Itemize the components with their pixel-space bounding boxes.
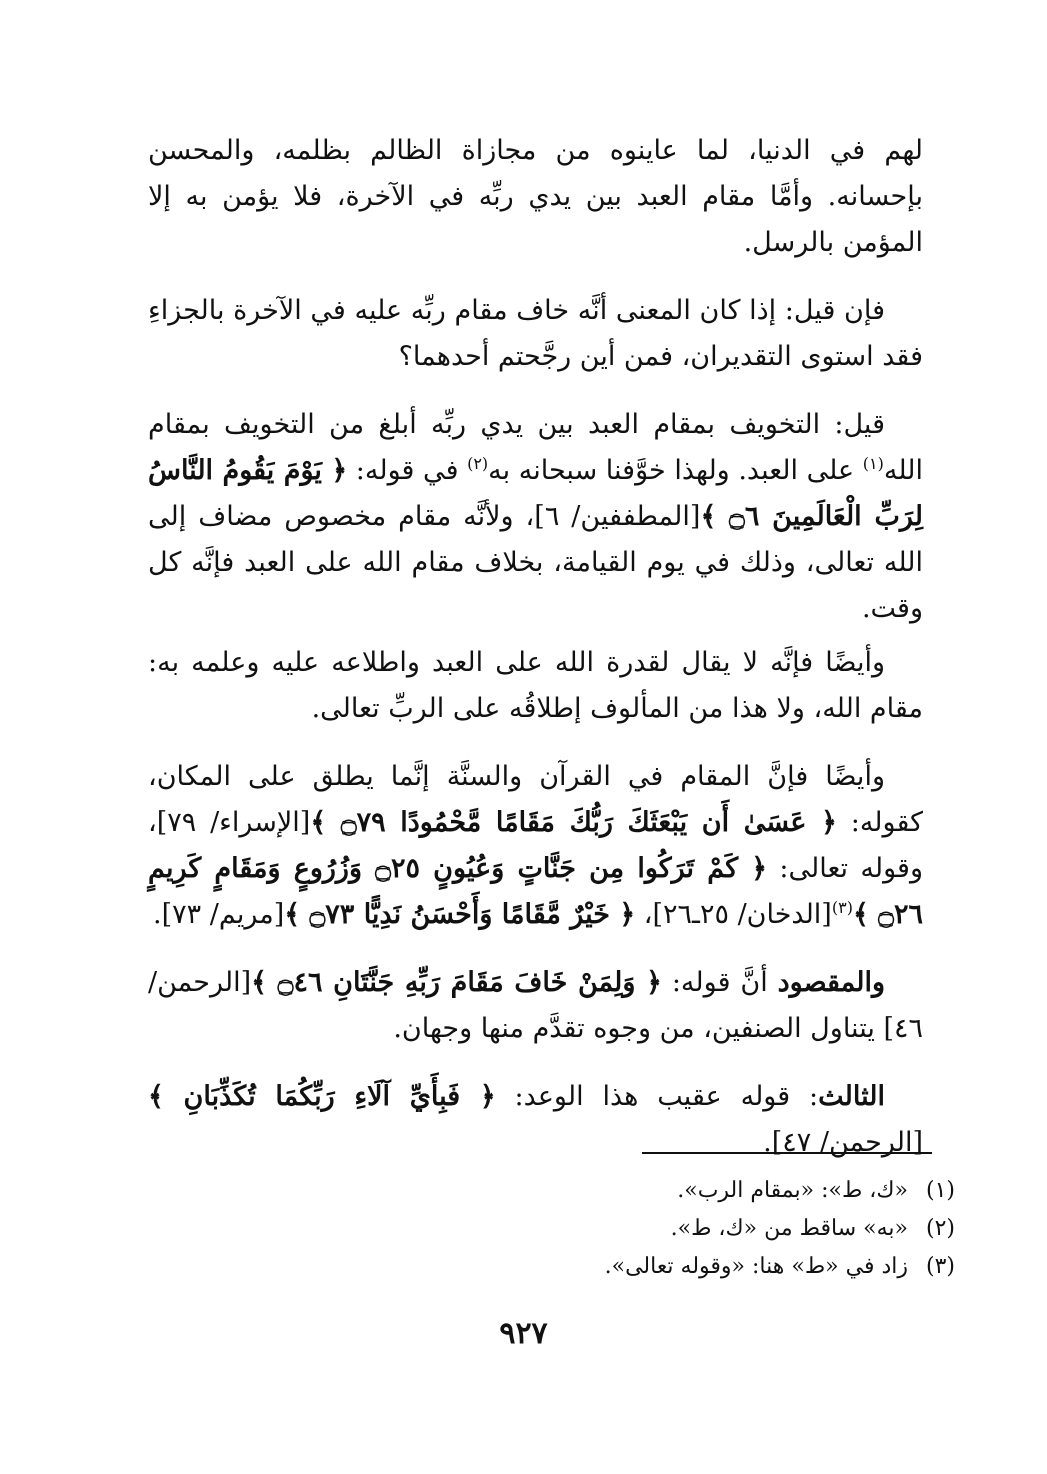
footnote-item — [420, 1248, 955, 1286]
quran-verse-maryam: ﴿ خَيْرٌ مَّقَامًا وَأَحْسَنُ نَدِيًّا ۝٧٣ ﴾ — [284, 899, 636, 930]
quran-verse-rahman-47: ﴿ فَبِأَيِّ آلَاءِ رَبِّكُمَا تُكَذِّبَانِ ﴾ — [148, 1081, 496, 1112]
paragraph-2-text: فإن قيل: إذا كان المعنى أنَّه خاف مقام ربِّه عليه في الآخرة بالجزاءِ فقد استوى التقديران، فمن أين رجَّحتم أحدهما؟ — [148, 295, 923, 372]
footnote-item — [420, 1210, 955, 1248]
footnote-ref-1[interactable]: (١) — [862, 454, 884, 473]
paragraph-5-text-d: [مريم/ ٧٣]. — [153, 899, 285, 930]
paragraph-1-text: لهم في الدنيا، لما عاينوه من مجازاة الظالم بظلمه، والمحسن بإحسانه. وأمَّا مقام العبد بين يدي ربِّه في الآخرة، فلا يؤمن به إلا المؤمن بالرسل. — [148, 135, 923, 258]
footnote-number: (٢) — [925, 1216, 955, 1241]
paragraph-6 — [148, 960, 923, 1052]
paragraph-4-text: وأيضًا فإنَّه لا يقال لقدرة الله على العبد واطلاعه عليه وعلمه به: مقام الله، ولا هذا من المألوف إطلاقُه على الربِّ تعالى. — [148, 647, 923, 724]
footnote-ref-3[interactable]: (٣) — [831, 898, 853, 917]
paragraph-6-text-b: [الرحمن/ ٤٦] يتناول الصنفين، من وجوه تقدَّم منها وجهان. — [148, 967, 923, 1044]
footnote-item — [420, 1172, 955, 1210]
paragraph-3-text-a: قيل: التخويف بمقام العبد بين يدي ربِّه أبلغ من التخويف بمقام الله — [148, 409, 923, 486]
paragraph-5-text-a: وأيضًا فإنَّ المقام في القرآن والسنَّة إنَّما يطلق على المكان، كقوله: — [148, 761, 923, 838]
page-number: ٩٢٧ — [499, 1316, 548, 1351]
paragraph-7-text-b: [الرحمن/ ٤٧]. — [763, 1127, 923, 1158]
quran-verse-mutaffifin: ﴿ يَوْمَ يَقُومُ النَّاسُ لِرَبِّ الْعَالَمِينَ ۝٦ ﴾ — [148, 455, 924, 532]
quran-verse-isra: ﴿ عَسَىٰ أَن يَبْعَثَكَ رَبُّكَ مَقَامًا مَّحْمُودًا ۝٧٩ ﴾ — [310, 807, 837, 838]
paragraph-2 — [148, 288, 923, 380]
paragraph-3-text-c: في قوله: — [347, 455, 468, 486]
paragraph-3-text-d: [المطففين/ ٦]، ولأنَّه مقام مخصوص مضاف إلى الله تعالى، وذلك في يوم القيامة، بخلاف مقام الله على العبد فإنَّه كل وقت. — [148, 501, 923, 624]
quran-verse-dukhan: ﴿ كَمْ تَرَكُوا مِن جَنَّاتٍ وَعُيُونٍ ۝٢٥ وَزُرُوعٍ وَمَقَامٍ كَرِيمٍ ۝٢٦ ﴾ — [148, 853, 923, 930]
footnote-ref-2[interactable]: (٢) — [467, 454, 489, 473]
footnotes — [420, 1172, 955, 1286]
paragraph-5 — [148, 754, 923, 938]
footnote-text: «ك، ط»: «بمقام الرب». — [677, 1178, 908, 1203]
footnote-divider — [642, 1152, 932, 1154]
paragraph-5-text-c: [الدخان/ ٢٥ـ٢٦]، — [635, 899, 832, 930]
footnote-number: (١) — [925, 1178, 955, 1203]
paragraph-4 — [148, 640, 923, 732]
paragraph-6-text-a: أنَّ قوله: — [661, 967, 778, 998]
paragraph-3-text-b: على العبد. ولهذا خوَّفنا سبحانه به — [488, 455, 863, 486]
footnote-text: زاد في «ط» هنا: «وقوله تعالى». — [604, 1254, 908, 1279]
paragraph-3 — [148, 402, 923, 632]
footnote-number: (٣) — [925, 1254, 955, 1279]
paragraph-6-lead: والمقصود — [777, 967, 886, 998]
paragraph-1 — [148, 128, 923, 266]
main-text — [148, 128, 923, 1188]
footnote-text: «به» ساقط من «ك، ط». — [670, 1216, 908, 1241]
paragraph-7-text-a: : قوله عقيب هذا الوعد: — [495, 1081, 819, 1112]
paragraph-7-lead: الثالث — [818, 1081, 885, 1112]
paragraph-5-text-b: [الإسراء/ ٧٩]، وقوله تعالى: — [148, 807, 923, 884]
quran-verse-rahman-46: ﴿ وَلِمَنْ خَافَ مَقَامَ رَبِّهِ جَنَّتَانِ ۝٤٦ ﴾ — [251, 967, 662, 998]
